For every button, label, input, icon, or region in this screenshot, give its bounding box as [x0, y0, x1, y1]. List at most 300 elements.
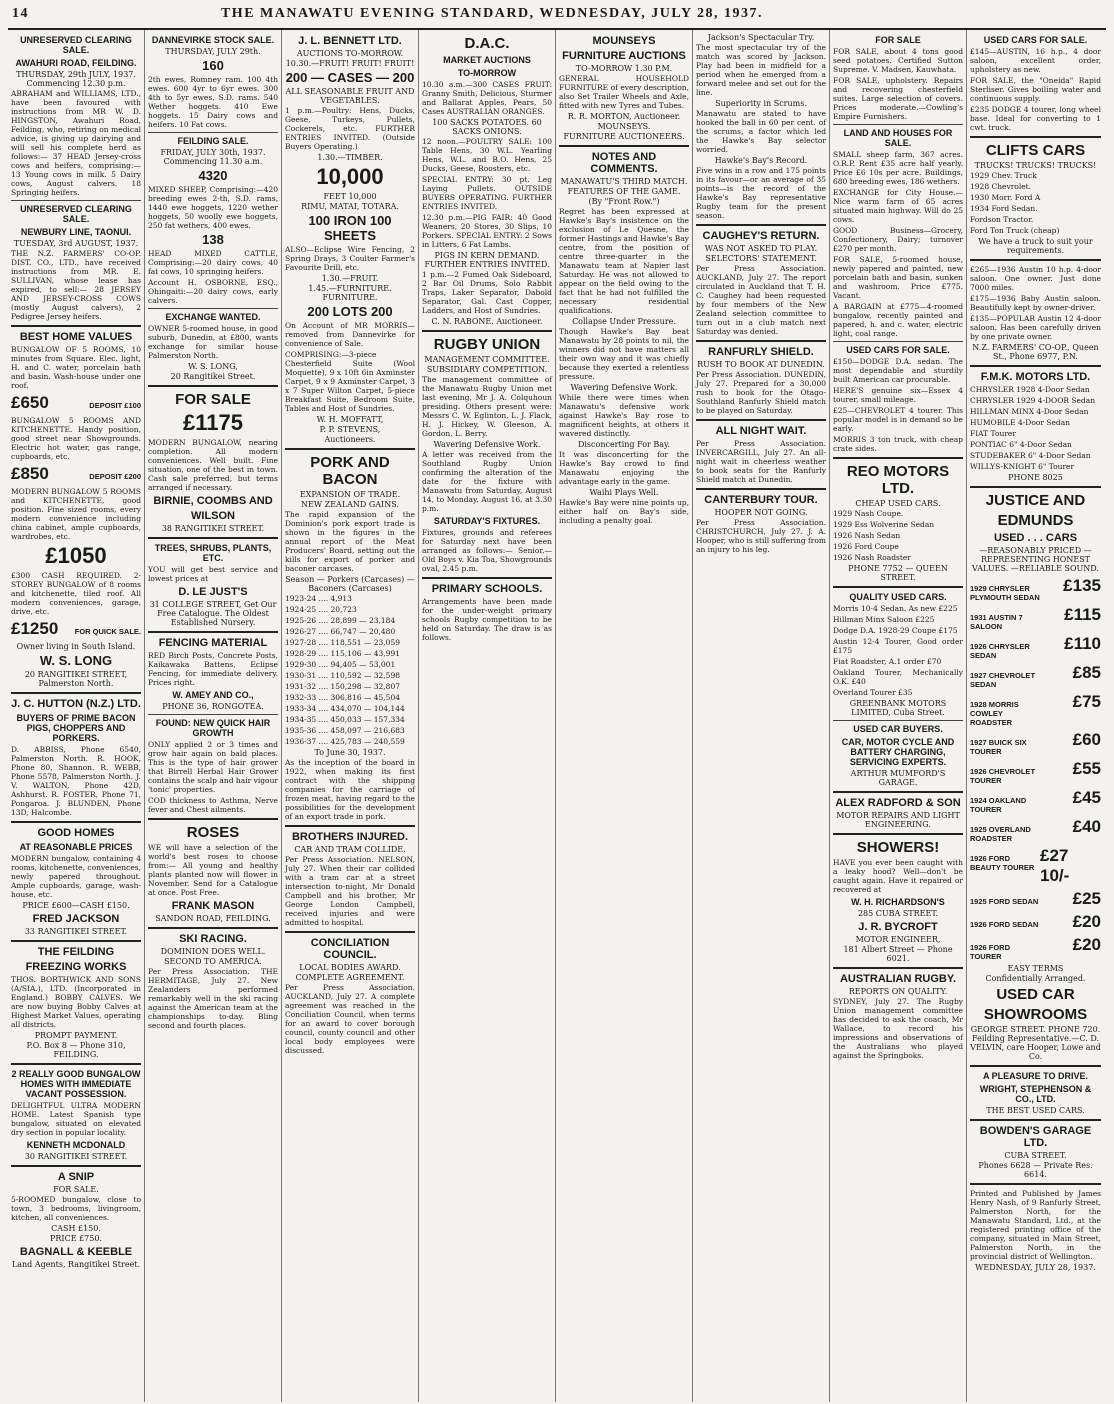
- reo-list-item: 1929 Nash Coupe.: [833, 509, 904, 518]
- car-price: £110: [1064, 634, 1101, 653]
- pork-heading: PORK AND BACON: [310, 454, 390, 488]
- bennett-10000: 10,000: [316, 164, 384, 189]
- bennett-heading: J. L. BENNETT LTD.: [298, 35, 402, 47]
- car-name: 1926 CHEVROLET TOURER: [970, 767, 1036, 785]
- car-row: [970, 730, 1101, 756]
- mounseys-morton: R. R. MORTON, Auctioneer.: [567, 112, 681, 121]
- moffatt: W. H. MOFFATT,: [316, 415, 384, 424]
- reo-cheap: CHEAP USED CARS.: [855, 499, 941, 508]
- pork-table-row: 1927-28 .... 118,551 — 23,059: [285, 638, 400, 647]
- hooper: HOOPER NOT GOING.: [714, 508, 808, 517]
- price-850: £850: [11, 464, 49, 483]
- dac-pigs: 12.30 p.m.—PIG FAIR: 40 Good Weaners, 20 Stores, 30 Slips, 10 Porkers. SPECIAL ENTRY: 2 Sows in Litters, 6 Fat Lambs.: [422, 213, 552, 249]
- fencing-heading: FENCING MATERIAL: [158, 637, 268, 649]
- deposit-100: DEPOSIT £100: [89, 401, 141, 410]
- clifts-list-item: Ford Ton Truck (cheap): [970, 226, 1060, 235]
- col8-popular: £135—POPULAR Austin 12 4-door saloon. Has been carefully driven by one private owner.: [970, 314, 1101, 341]
- car-name: 1928 MORRIS COWLEY ROADSTER: [970, 700, 1019, 727]
- car-row: [970, 935, 1101, 961]
- used-cars-2: USED . . . CARS: [993, 532, 1078, 544]
- imprint-text: Printed and Published by James Henry Nash, of 9 Ranfurly Street, Palmerston North, for the Manawatu Standard, Ltd., at the registered printing office of the company, situated in Main Street, Palmerston North, in the provincial district of Wellington.: [970, 1189, 1101, 1261]
- car-row: [970, 634, 1101, 660]
- fmk-list-item: CHRYSLER 1929 4-DOOR Sedan: [970, 396, 1096, 405]
- dannevirke-text: 2th ewes, Romney ram. 100 4th ewes. 600 4yr to 6yr ewes. 300 4th to 5yr ewes, S.D. rams. 540 Wether hoggets. 410 Ewe hoggets. 15 Dairy cows and heifers. 10 Fat cows.: [148, 75, 278, 129]
- pork-text-2: As the inception of the board in 1922, when making its first contract with the shipping companies for the carriage of frozen meat, having regard to the possibilities for the development of an export trade in pork.: [285, 758, 415, 821]
- reo-list-item: 1926 Nash Roadster: [833, 553, 911, 562]
- col7-for-sale: FOR SALE: [875, 35, 921, 45]
- clearing-sale-location: AWAHURI ROAD, FEILDING.: [15, 58, 137, 68]
- mounseys-fa: FURNITURE AUCTIONEERS.: [563, 132, 685, 141]
- bagnall-keeble: BAGNALL & KEEBLE: [19, 1246, 133, 1258]
- freezing-works-heading-1: THE FEILDING: [37, 946, 115, 958]
- car-name: 1926 FORD SEDAN: [970, 920, 1039, 929]
- car-name: 1926 CHRYSLER SEDAN: [970, 642, 1030, 660]
- rugby-heading: RUGBY UNION: [433, 336, 541, 353]
- mounseys-tomorrow: TO-MORROW 1.30 P.M.: [575, 64, 673, 73]
- kenneth-mcdonald: KENNETH MCDONALD: [26, 1140, 126, 1150]
- pork-table-row: 1932-33 .... 306,816 — 45,504: [285, 693, 400, 702]
- clearing-sale-heading: UNRESERVED CLEARING SALE.: [20, 35, 132, 55]
- jackson-try-heading: Jackson's Spectacular Try.: [707, 33, 815, 42]
- conciliation-text: Per Press Association. AUCKLAND, July 27. A complete agreement was reached in the Conciliation Council, when terms for an award to cover borough council, county council and other local body employees were discussed.: [285, 983, 415, 1055]
- clifts-list-item: 1934 Ford Sedan.: [970, 204, 1038, 213]
- bennett-also: ALSO—Eclipse Wire Fencing, 2 Spring Drays, 3 Coulter Farmer's Favourite Drill, etc.: [285, 245, 415, 272]
- column-5: [556, 30, 693, 1402]
- notes-heading: NOTES AND COMMENTS.: [590, 151, 658, 175]
- alex-radford: ALEX RADFORD & SON: [835, 797, 961, 809]
- feilding-sale-heading: FEILDING SALE.: [177, 136, 249, 146]
- car-row: [970, 788, 1101, 814]
- car-name: 1927 BUICK SIX TOURER: [970, 738, 1027, 756]
- freezing-works-heading-2: FREEZING WORKS: [25, 961, 127, 973]
- car-name: 1929 CHRYSLER PLYMOUTH SEDAN: [970, 584, 1040, 602]
- pork-table-row: 1934-35 .... 450,033 — 157,334: [285, 715, 405, 724]
- bowdens-address: CUBA STREET.: [1004, 1151, 1067, 1160]
- reo-heading: REO MOTORS LTD.: [846, 463, 950, 497]
- greenbank: GREENBANK MOTORS LIMITED, Cuba Street.: [849, 699, 947, 717]
- superiority-text: Manawatu are stated to have hooked the ball in 60 per cent. of the scrums, a factor which led the Hawke's Bay selector worried.: [696, 109, 826, 154]
- dac-furniture: 1 p.m.—2 Fumed Oak Sideboard, 2 Bar Oil Drums, Solo Rabbit Traps, Laker Separator, Dabold Separator, Gal. Cast Copper, Ladders, and Host of Sundries.: [422, 270, 552, 315]
- bennett-morris: On Account of MR MORRIS—removed from Dannevirke for convenience of Sale.: [285, 321, 415, 348]
- caughey-sub: WAS NOT ASKED TO PLAY.: [704, 244, 818, 253]
- hair-growth-text: ONLY applied 2 or 3 times and grow hair again on bald places. This is the type of hair grower that Birrell Herbal Hair Grower contains the scalp and hair vigour 'tonic' properties.: [148, 740, 278, 794]
- allnight-heading: ALL NIGHT WAIT.: [715, 425, 807, 437]
- prompt-payment: PROMPT PAYMENT.: [34, 1031, 118, 1040]
- reo-list: [833, 509, 963, 562]
- fmk-heading: F.M.K. MOTORS LTD.: [980, 371, 1091, 383]
- ski-sub: DOMINION DOES WELL.: [160, 947, 266, 956]
- bennett-timber: 1.30.—TIMBER.: [317, 153, 383, 162]
- arthur-mumford: ARTHUR MUMFORD'S GARAGE.: [850, 769, 946, 787]
- agent-name: W. S. LONG: [39, 653, 113, 668]
- clifts-list-item: 1930 Morr. Ford A: [970, 193, 1041, 202]
- complete-agreement: COMPLETE AGREEMENT.: [295, 973, 405, 982]
- fmk-list-item: STUDEBAKER 6" 4-Door Sedan: [970, 451, 1091, 460]
- bennett-fruit: 10.30.—FRUIT! FRUIT! FRUIT!: [285, 59, 415, 68]
- car-price: £115: [1064, 605, 1101, 624]
- pleasure-heading: A PLEASURE TO DRIVE.: [982, 1071, 1089, 1081]
- fred-jackson: FRED JACKSON: [32, 913, 120, 925]
- sheep-4320-text: MIXED SHEEP, Comprising:—420 breeding ewes 2-th, S.D. rams, 1440 ewe hoggets, 1220 wether hoggets, 50 woolly ewe hoggets, 250 fat wethers, 400 ewes.: [148, 185, 278, 230]
- caughey-text: Per Press Association. AUCKLAND, July 27. The report circulated in Auckland that T. H. C. Caughey had been requested by four members of the New Zealand selection committee to turn out in a club match next Saturday was denied.: [696, 264, 826, 336]
- canterbury-text: Per Press Association. CHRISTCHURCH, July 27. J. A. Hooper, who is still suffering from an injury to his leg.: [696, 518, 826, 554]
- justice-heading: JUSTICE AND: [985, 492, 1086, 509]
- pork-table-head: Season — Porkers (Carcases) — Baconers (Carcases): [285, 575, 415, 593]
- waihi-text: Hawke's Bay were nine points up, either half on Bay's side, including a penalty goal.: [559, 498, 689, 525]
- snip-cash: CASH £150.: [51, 1224, 101, 1233]
- clearing-sale-text: ABRAHAM and WILLIAMS, LTD., have been favoured with instructions from MR W. D. HINGSTON, Awahuri Road, Feilding, who, retiring on medical advice, is giving up dairying and will sell his complete herd as follows:— 37 HEAD Jersey-cross cows and heifers, comprising:— 13 Young cows in milk. 5 Dairy cows, August calvers. 18 Springing heifers.: [11, 89, 141, 197]
- clearing-sale-2-date: TUESDAY, 3rd AUGUST, 1937.: [13, 239, 139, 248]
- dannevirke-date: THURSDAY, JULY 29th.: [165, 47, 261, 56]
- reo-list-item: 1929 Ess Wolverine Sedan: [833, 520, 935, 529]
- clearing-sale-2-location: NEWBURY LINE, TAONUI.: [20, 227, 132, 237]
- column-1: [8, 30, 145, 1402]
- stevens: P. P. STEVENS,: [319, 425, 381, 434]
- exchange-heading: EXCHANGE WANTED.: [165, 312, 261, 322]
- reo-list-item: 1926 Nash Sedan: [833, 531, 901, 540]
- pork-table-row: 1928-29 .... 115,106 — 43,991: [285, 649, 400, 658]
- for-sale-price: £1175: [183, 410, 243, 435]
- col7-heres: HERE'S genuine six—Essex 4 tourer, small mileage.: [833, 386, 963, 404]
- freezing-works-text: THOS. BORTHWICK AND SONS (A/SIA.), LTD. (Incorporated in England.) BOBBY CALVES. We are now buying Bobby Calves at Highest Market Values, operating all districts.: [11, 975, 141, 1029]
- col7-morris: MORRIS 3 ton truck, with cheap crate sides.: [833, 435, 963, 453]
- ski-heading: SKI RACING.: [179, 933, 247, 945]
- jackson-try-text: The most spectacular try of the match was scored by Jackson. Play had been in midfield for a period when he emerged from a forward melee and set out for the line.: [696, 43, 826, 97]
- dannevirke-heading: DANNEVIRKE STOCK SALE.: [151, 35, 275, 45]
- car-price: £40: [1072, 817, 1101, 836]
- clifts-list-item: 1928 Chevrolet.: [970, 182, 1032, 191]
- ranfurly-rush: RUSH TO BOOK AT DUNEDIN.: [697, 360, 825, 369]
- mounseys-general: GENERAL HOUSEHOLD FURNITURE of every description, also Set Trailer Wheels and Axle, fitted with new Tyres and Tubes.: [559, 74, 689, 110]
- amey-name: W. AMEY AND CO.,: [172, 690, 254, 700]
- car-name: 1924 OAKLAND TOURER: [970, 796, 1027, 814]
- bennett-rimu: RIMU, MATAI, TOTARA.: [301, 202, 399, 211]
- third-match: MANAWATU'S THIRD MATCH.: [560, 177, 688, 186]
- bycroft-address: 181 Albert Street — Phone 6021.: [843, 945, 953, 963]
- col8-used-cars: USED CARS FOR SALE.: [983, 35, 1088, 45]
- auctioneers: Auctioneers.: [324, 435, 376, 444]
- two-storey-text: £300 CASH REQUIRED. 2-STOREY BUNGALOW of 8 rooms and kitchenette, tiled roof. All modern conveniences, garage, drive, etc.: [11, 571, 141, 616]
- price-1250: £1250: [11, 619, 59, 638]
- bagnall-keeble-sub: Land Agents, Rangitikei Street.: [11, 1260, 141, 1269]
- car-row: [970, 759, 1101, 785]
- pork-table-row: 1930-31 .... 110,592 — 32,598: [285, 671, 400, 680]
- cattle-138-text: HEAD MIXED CATTLE, Comprising:—20 dairy cows, 40 fat cows, 10 springing heifers.: [148, 249, 278, 276]
- disconcert-heading: Disconcerting For Bay.: [577, 440, 671, 449]
- le-just: D. LE JUST'S: [178, 586, 248, 598]
- notes-text: Regret has been expressed at Hawke's Bay's insistence on the exclusion of Le Quesne, the former Hastings and Hawke's Bay centre, from the position of centre three-quarter in the Manawatu team at Napier last Saturday. He was not allowed to appear on the field owing to the fact that he had not fulfilled the necessary residential qualifications.: [559, 207, 689, 315]
- car-name: 1925 OVERLAND ROADSTER: [970, 825, 1031, 843]
- car-row: [970, 692, 1101, 727]
- pork-text: The rapid expansion of the Dominion's pork export trade is shown in the figures in the annual report of the Meat Producers' Board, setting out the kills for export of porker and baconer carcases.: [285, 510, 415, 573]
- easy-terms: EASY TERMS: [1007, 964, 1064, 973]
- clifts-heading: CLIFTS CARS: [985, 142, 1086, 159]
- collapse-heading: Collapse Under Pressure.: [572, 317, 676, 326]
- car-row: [970, 817, 1101, 843]
- australian-heading: AUSTRALIAN RUGBY.: [839, 973, 957, 985]
- column-2: [145, 30, 282, 1402]
- trees-text: YOU will get best service and lowest prices at: [148, 565, 278, 583]
- rugby-sub-2: SUBSIDIARY COMPETITION.: [426, 365, 548, 374]
- car-price: £85: [1072, 663, 1101, 682]
- car-price: £60: [1072, 730, 1101, 749]
- masthead: [8, 6, 1106, 30]
- bennett-sub: AUCTIONS TO-MORROW.: [296, 49, 404, 58]
- col7-for-sale-2: FOR SALE, upholstery. Repairs and recovering chesterfield suites. Large selection of covers. Prices moderate.—Cowling's Empire Furnishers.: [833, 76, 963, 121]
- dac-poultry: 12 noon.—POULTRY SALE: 100 Table Hens, 30 W.L. Yearling Hens, W.L. and B.O. Hens, 25 Ducks, Geese, Roosters, etc.: [422, 137, 552, 173]
- for-sale-text: MODERN BUNGALOW, nearing completion. All modern conveniences. Well built. Fine situation, one of the best in town. Cash sale preferred, but terms arranged if necessary.: [148, 438, 278, 492]
- reasonably: —REASONABLY PRICED —REPRESENTING HONEST VALUES. —RELIABLE SOUND.: [972, 546, 1099, 573]
- clifts-list-item: Fordson Tractor.: [970, 215, 1034, 224]
- hutton-text: D. ABBISS, Phone 6540, Palmerston North. R. HOOK, Phone 80, Shannon. R. WEBB, Phone 5578, Palmerston North. J. V. WALTON, Phone 42D, Ashhurst. R. FOSTER, Phone 71, Pongaroa. J. BLUNDEN, Phone 13D, Halcombe.: [11, 745, 141, 817]
- bennett-cases: 200 — CASES — 200: [285, 70, 415, 85]
- bungalow-2-text: BUNGALOW 5 ROOMS AND KITCHENETTE. Handy position, good street near Showgrounds. Electric hot water, gas range, cupboards, etc.: [11, 416, 141, 461]
- fred-jackson-address: 33 RANGITIKEI STREET.: [24, 927, 128, 936]
- good-homes-sub: AT REASONABLE PRICES: [19, 842, 133, 852]
- col7-used-cars: USED CARS FOR SALE.: [846, 345, 950, 355]
- feilding-sale-date: FRIDAY, JULY 30th, 1937. Commencing 11.30 a.m.: [160, 148, 266, 166]
- col8-nz-farmers: N.Z. FARMERS' CO-OP., Queen St., Phone 6977, P.N.: [972, 343, 1099, 361]
- col8-dodge: £235 DODGE 4 tourer, long wheel base. Ideal for converting to 1 cwt. truck.: [970, 105, 1101, 132]
- brothers-heading: BROTHERS INJURED.: [291, 831, 409, 843]
- rugby-sub: MANAGEMENT COMMITTEE.: [424, 355, 550, 364]
- sheep-4320: 4320: [198, 168, 228, 183]
- col7-chevrolet: £25—CHEVROLET 4 tourer. This popular model is in demand so be early.: [833, 406, 963, 433]
- ski-sub-2: SECOND TO AMERICA.: [164, 957, 262, 966]
- used-car-buyers: USED CAR BUYERS.: [853, 724, 943, 734]
- snip-text: 5-ROOMED bungalow, close to town, 3 bedrooms, livingroom, kitchen, all conveniences.: [11, 1195, 141, 1222]
- pork-table-row: 1924-25 .... 20,723: [285, 605, 357, 614]
- bennett-fruit-2: 1.30.—FRUIT.: [321, 274, 379, 283]
- showers-text: HAVE you ever been caught with a leaky hood? Well—don't be caught again. Have it repaired or recovered at: [833, 858, 963, 894]
- bycroft: J. R. BYCROFT: [858, 921, 938, 933]
- car-row: [970, 605, 1101, 631]
- mounseys-sub: FURNITURE AUCTIONS: [562, 50, 686, 62]
- col7-dodge: £150—DODGE D.A. sedan. The most dependable and sturdily built American car procurable.: [833, 357, 963, 384]
- cattle-138: 138: [202, 232, 224, 247]
- brothers-sub: CAR AND TRAM COLLIDE.: [294, 845, 406, 854]
- page-number: 14: [12, 6, 29, 21]
- wright-stephenson: WRIGHT, STEPHENSON & CO., LTD.: [979, 1084, 1092, 1104]
- brothers-text: Per Press Association. NELSON, July 27. When their car collided with a tram car at a street intersection to-night, Mr Donald Campbell and his brother, Mr George London Campbell, received injuries and were admitted to hospital.: [285, 855, 415, 927]
- snip-price: PRICE £750.: [50, 1234, 102, 1243]
- selectors: SELECTORS' STATEMENT.: [705, 254, 817, 263]
- car-row: [970, 889, 1101, 909]
- byline: (By "Front Row."): [588, 197, 660, 206]
- po-box: P.O. Box 8 — Phone 310, FEILDING.: [26, 1041, 126, 1059]
- rugby-waverley: Wavering Defensive Work.: [433, 440, 541, 449]
- col8-for-sale: FOR SALE, the "Oneida" Rapid Sterliser. Gives boiling water and continuous supply.: [970, 76, 1101, 103]
- best-home-text: BUNGALOW OF 5 ROOMS, 10 minutes from Square. Elec. light, H. and C. water, porcelain bath and basin. Wash-house under one roof.: [11, 345, 141, 390]
- roses-text: WE will have a selection of the world's best roses to choose from:— All young and healthy plants planted now will flower in November. Send for a Catalogue at once. Post Free.: [148, 843, 278, 897]
- allnight-text: Per Press Association. INVERCARGILL, July 27. An all-night wait in cheerless weather to book seats for the Ranfurly Shield match at Dunedin.: [696, 439, 826, 484]
- imprint-date: WEDNESDAY, JULY 28, 1937.: [975, 1263, 1096, 1272]
- birnie-heading-2: WILSON: [191, 510, 235, 522]
- price-650: £650: [11, 393, 49, 412]
- le-just-address: 31 COLLEGE STREET, Get Our Free Catalogue. The Oldest Established Nursery.: [149, 600, 277, 627]
- for-sale-heading: FOR SALE: [175, 391, 251, 408]
- bycroft-sub: MOTOR ENGINEER,: [855, 935, 941, 944]
- quality-list-item: Hillman Minx Saloon £225: [833, 615, 935, 624]
- superiority-heading: Superiority in Scrums.: [715, 99, 807, 108]
- hair-growth-heading: FOUND: NEW QUICK HAIR GROWTH: [155, 718, 271, 738]
- quality-list-item: Morris 10-4 Sedan. As new £225: [833, 604, 958, 613]
- ski-text: Per Press Association. THE HERMITAGE, July 27. New Zealanders performed remarkably well in the ski racing against the American team at the championships to-day. Bling second and fourth places.: [148, 967, 278, 1030]
- birnie-heading-1: BIRNIE, COOMBS AND: [153, 495, 273, 507]
- car-price: £20: [1072, 912, 1101, 931]
- trees-heading: TREES, SHRUBS, PLANTS, ETC.: [154, 543, 272, 563]
- cars-list: [970, 576, 1101, 961]
- snip-heading: A SNIP: [57, 1171, 95, 1183]
- good-business: GOOD Business—Grocery, Confectionery, Dairy; turnover £270 per month.: [833, 226, 963, 253]
- primary-text: Arrangements have been made for the under-weight primary schools Rugby competition to be held on Saturday. The draw is as follows.: [422, 597, 552, 642]
- car-price: £45: [1072, 788, 1101, 807]
- fmk-list-item: CHRYSLER 1928 4-Door Sedan: [970, 385, 1090, 394]
- conciliation-heading: CONCILIATION COUNCIL.: [310, 937, 390, 961]
- best-home-heading: BEST HOME VALUES: [19, 331, 133, 343]
- bennett-furniture: 1.45.—FURNITURE. FURNITURE.: [308, 284, 392, 302]
- car-name: 1927 CHEVROLET SEDAN: [970, 671, 1036, 689]
- canterbury-heading: CANTERBURY TOUR.: [704, 494, 818, 506]
- dannevirke-160: 160: [202, 58, 224, 73]
- edmunds-heading: EDMUNDS: [997, 512, 1074, 529]
- pork-table-row: 1935-36 .... 458,097 — 216,683: [285, 726, 405, 735]
- clearing-sale-date: THURSDAY, 29th JULY, 1937. Commencing 12.30 p.m.: [16, 70, 136, 88]
- col8-buick: £175—1936 Baby Austin saloon. Beautifully kept by owner-driver.: [970, 294, 1101, 312]
- bennett-poultry: 1 p.m.—Poultry: Hens, Ducks, Geese, Turkeys, Pullets, Cockerels, etc. FURTHER ENTRIES INVITED. (Outside Buyers Operating.): [285, 106, 415, 151]
- car-price: £25: [1072, 889, 1101, 908]
- col8-austin10: £265—1936 Austin 10 h.p. 4-door saloon. One owner. Just done 7000 miles.: [970, 265, 1101, 292]
- car-price: £75: [1072, 692, 1101, 711]
- ranfurly-heading: RANFURLY SHIELD.: [708, 346, 814, 358]
- frank-mason: FRANK MASON: [171, 900, 255, 912]
- caughey-heading: CAUGHEY'S RETURN.: [702, 230, 820, 242]
- bowdens-phone: Phones 6628 — Private Res. 6614.: [978, 1161, 1093, 1179]
- australian-reports: REPORTS ON QUALITY.: [848, 987, 948, 996]
- hawkes-text: Five wins in a row and 175 points in its favour—or an average of 35 points—is the record of the Hawke's Bay representative Rugby team for the present season.: [696, 166, 826, 220]
- bennett-iron: 100 IRON 100 SHEETS: [308, 213, 392, 243]
- bargain: A BARGAIN at £775—4-roomed bungalow, recently painted and papered, h. and c. water, electric light, coal range.: [833, 302, 963, 338]
- showers-heading: SHOWERS!: [856, 839, 940, 856]
- pork-table-row: 1929-30 .... 94,405 — 53,001: [285, 660, 396, 669]
- really-good-heading: 2 REALLY GOOD BUNGALOW HOMES WITH IMMEDIATE VACANT POSSESSION.: [11, 1069, 141, 1099]
- fmk-list: [970, 385, 1101, 471]
- pork-table-row: 1923-24 .... 4,913: [285, 594, 352, 603]
- rugby-waverley-text: A letter was received from the Southland Rugby Union confirming the alteration of the date for the fixture with Manawatu from Saturday, August 14, to Monday, August 16, at 3.30 p.m.: [422, 450, 552, 513]
- quick-sale: FOR QUICK SALE.: [74, 627, 141, 636]
- quality-list-item: Overland Tourer £35: [833, 688, 913, 697]
- fmk-list-item: HUMOBILE 4-Door Sedan: [970, 418, 1071, 427]
- car-price: £27 10/-: [1040, 846, 1070, 885]
- clifts-note: We have a truck to suit your requirements.: [978, 237, 1093, 255]
- agent-address: 20 RANGITIKEI STREET, Palmerston North.: [24, 670, 128, 688]
- quality-list-item: Oakland Tourer, Mechanically O.K. £40: [833, 668, 963, 686]
- george-street: GEORGE STREET. PHONE 720. Feilding Representative.—C. D. VELVIN, care Hooper, Lowe and Co.: [970, 1025, 1101, 1061]
- car-row: [970, 846, 1101, 886]
- disconcert-text: It was disconcerting for the Hawke's Bay crowd to find Manawatu enjoying the advantage early in the game.: [559, 450, 689, 486]
- column-3: [282, 30, 419, 1402]
- pork-sub: EXPANSION OF TRADE.: [299, 490, 401, 499]
- hutton-sub: BUYERS OF PRIME BACON PIGS, CHOPPERS AND PORKERS.: [16, 713, 136, 743]
- waihi-heading: Waihi Plays Well.: [589, 488, 659, 497]
- car-name: 1926 FORD BEAUTY TOURER: [970, 854, 1035, 872]
- hutton-heading: J. C. HUTTON (N.Z.) LTD.: [11, 698, 141, 710]
- amey-address: PHONE 36, RONGOTEA.: [162, 702, 264, 711]
- kenneth-mcdonald-address: 30 RANGITIKEI STREET.: [24, 1152, 128, 1161]
- primary-heading: PRIMARY SCHOOLS.: [431, 583, 543, 595]
- used-car-heading: USED CAR: [996, 986, 1075, 1003]
- fmk-list-item: FIAT Tourer: [970, 429, 1016, 438]
- pork-sub-2: NEW ZEALAND GAINS.: [301, 500, 399, 509]
- fencing-text: RED Birch Posts, Concrete Posts, Kaikawaka Battens, Eclipse Fencing, for immediate delivery. Prices right.: [148, 651, 278, 687]
- mounseys-2: MOUNSEYS.: [597, 122, 651, 131]
- newspaper-title: THE MANAWATU EVENING STANDARD, WEDNESDAY, JULY 28, 1937.: [220, 6, 764, 21]
- car-price: £55: [1072, 759, 1101, 778]
- quality-list: [833, 604, 963, 697]
- snip-sub: FOR SALE.: [53, 1185, 99, 1194]
- fixtures-heading: SATURDAY'S FIXTURES.: [433, 516, 541, 526]
- pork-table-row: 1936-37 .... 425,783 — 240,559: [285, 737, 405, 746]
- col8-austin: £145—AUSTIN, 16 h.p., 4 door saloon, excellent order, upholstery as new.: [970, 47, 1101, 74]
- good-homes-heading: GOOD HOMES: [37, 827, 115, 839]
- exchange-text: OWNER 5-roomed house, in good suburb, Dunedin, at £800, wants exchange for similar house Palmerston North.: [148, 324, 278, 360]
- pork-table-note: To June 30, 1937.: [314, 748, 386, 757]
- fmk-phone: PHONE 8025: [1008, 473, 1063, 482]
- column-4: [419, 30, 556, 1402]
- local-bodies: LOCAL BODIES AWARD.: [299, 963, 401, 972]
- quality-heading: QUALITY USED CARS.: [849, 592, 947, 602]
- australian-text: SYDNEY, July 27. The Rugby Union management committee has decided to ask the coach, Mr Wallace, to record his impressions and observations of the Australians who played against the Springboks.: [833, 997, 963, 1060]
- fmk-list-item: WILLYS-KNIGHT 6" Tourer: [970, 462, 1075, 471]
- clifts-list: [970, 171, 1101, 235]
- bennett-feet: FEET 10,000: [323, 192, 377, 201]
- pork-table-row: 1926-27 .... 66,747 — 20,480: [285, 627, 396, 636]
- dac-kern: PIGS IN KERN DEMAND. FURTHER ENTRIES INVITED.: [424, 251, 550, 269]
- birnie-address: 38 RANGITIKEI STREET.: [161, 524, 265, 533]
- rugby-text: The management committee of the Manawatu Rugby Union met last evening, Mr J. A. Colquhoun presiding. Others present were: Messrs C. W. Eglinton, L. J. Flack, H. J. Hickey, W. Gleeson, A. Gordon, L. Berry.: [422, 375, 552, 438]
- pork-table: [285, 594, 415, 746]
- mounseys-heading: MOUNSEYS: [592, 35, 656, 47]
- hawkes-heading: Hawke's Bay's Record.: [714, 156, 808, 165]
- clearing-sale-2-heading: UNRESERVED CLEARING SALE.: [20, 204, 132, 224]
- collapse-text: Though Hawke's Bay beat Manawatu by 28 points to nil, the winners did not have matters all their own way and it was chiefly because they exerted a relentless pressure.: [559, 327, 689, 381]
- land-text: SMALL sheep farm, 367 acres. O.R.P. Rent £35 acre half yearly. Price £6 10s per acre. Buildings, 680 breeding ewes, 186 wethers.: [833, 150, 963, 186]
- price-1050: £1050: [45, 543, 107, 568]
- frank-mason-address: SANDON ROAD, FEILDING.: [155, 914, 271, 923]
- car-row: [970, 912, 1101, 932]
- pork-table-row: 1931-32 .... 150,298 — 32,807: [285, 682, 400, 691]
- bowdens-heading: BOWDEN'S GARAGE LTD.: [979, 1125, 1092, 1149]
- cod-text: COD thickness to Asthma, Nerve fever and Chest ailments.: [148, 796, 278, 814]
- bennett-comprising: COMPRISING:—3-piece Chesterfield Suite (Wool Moquette), 9 x 10ft 6in Axminster Carpet, 9 x 9 Axminster Carpet, 3 x 7 Super Wilton Carpet, 5-piece Breakfast Suite, Bedroom Suite, Tables and Host of Sundries.: [285, 350, 415, 413]
- dac-sub: MARKET AUCTIONS: [443, 55, 531, 65]
- best-used-cars: THE BEST USED CARS.: [986, 1106, 1085, 1115]
- bennett-seasonable: ALL SEASONABLE FRUIT AND VEGETABLES.: [285, 87, 415, 105]
- car-price: £20: [1072, 935, 1101, 954]
- car-name: 1925 FORD SEDAN: [970, 897, 1039, 906]
- confidential: Confidentially Arranged.: [985, 974, 1086, 983]
- quality-list-item: Austin 12-4 Tourer, Good order £175: [833, 637, 963, 655]
- quality-list-item: Fiat Roadster, A.1 order £70: [833, 657, 942, 666]
- column-6: [693, 30, 830, 1402]
- exchange-name: W. S. LONG,: [188, 362, 238, 371]
- clifts-sub: TRUCKS! TRUCKS! TRUCKS!: [974, 161, 1097, 170]
- land-heading: LAND AND HOUSES FOR SALE.: [843, 128, 953, 148]
- car-row: [970, 576, 1101, 602]
- delightful-text: DELIGHTFUL ULTRA MODERN HOME. Latest Spanish type bungalow, situated on elevated dry section in popular locality.: [11, 1101, 141, 1137]
- car-name: 1926 FORD TOURER: [970, 943, 1011, 961]
- alex-radford-sub: MOTOR REPAIRS AND LIGHT ENGINEERING.: [836, 811, 960, 829]
